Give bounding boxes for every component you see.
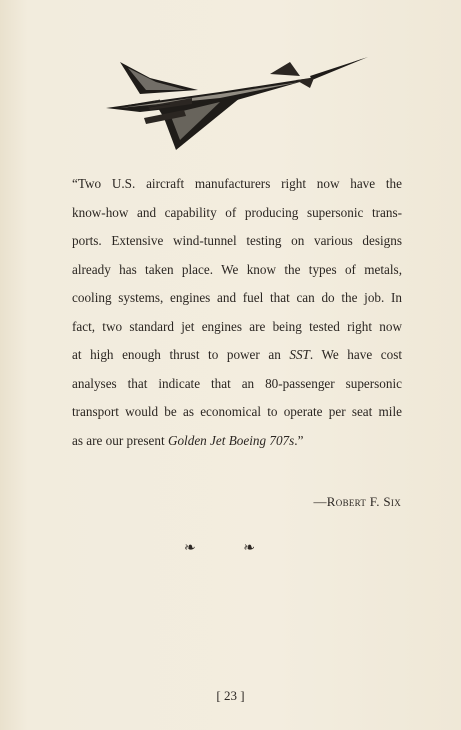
quote-attribution (313, 494, 401, 510)
supersonic-jet-illustration (100, 48, 370, 158)
quote-line-5: cooling systems, engines and fuel that can do the job. In (72, 290, 402, 305)
quote-line-7-post: . We have cost (309, 347, 402, 362)
quotation-text (72, 170, 402, 455)
quote-line-1: “Two U.S. aircraft manufacturers right now have the (72, 176, 402, 191)
quote-line-9: transport would be as economical to operate per seat mile (72, 404, 402, 419)
quote-line-6: fact, two standard jet engines are being tested right now (72, 318, 402, 334)
quote-line-7 (72, 341, 402, 370)
aircraft-name-emphasis: Golden Jet Boeing 707s (167, 432, 295, 448)
attribution-name: Robert F. Six (326, 494, 401, 509)
quote-line-8: analyses that indicate that an 80-passenger supersonic (72, 375, 402, 391)
attribution-dash: — (313, 494, 327, 509)
quote-line-4: already has taken place. We know the types of metals, (72, 261, 402, 277)
ornament-divider: ❧ ❧ (184, 541, 277, 556)
quote-line-10-post: .” (294, 432, 304, 448)
sst-emphasis: SST (289, 347, 310, 362)
quote-line-2: know-how and capability of producing supersonic trans- (72, 204, 402, 220)
quote-line-7-pre: at high enough thrust to power an (72, 347, 290, 362)
quote-line-10 (72, 427, 402, 456)
quote-line-3: ports. Extensive wind-tunnel testing on various designs (72, 233, 402, 248)
quote-line-10-pre: as are our present (72, 432, 168, 448)
page-number: [ 23 ] (216, 688, 245, 703)
